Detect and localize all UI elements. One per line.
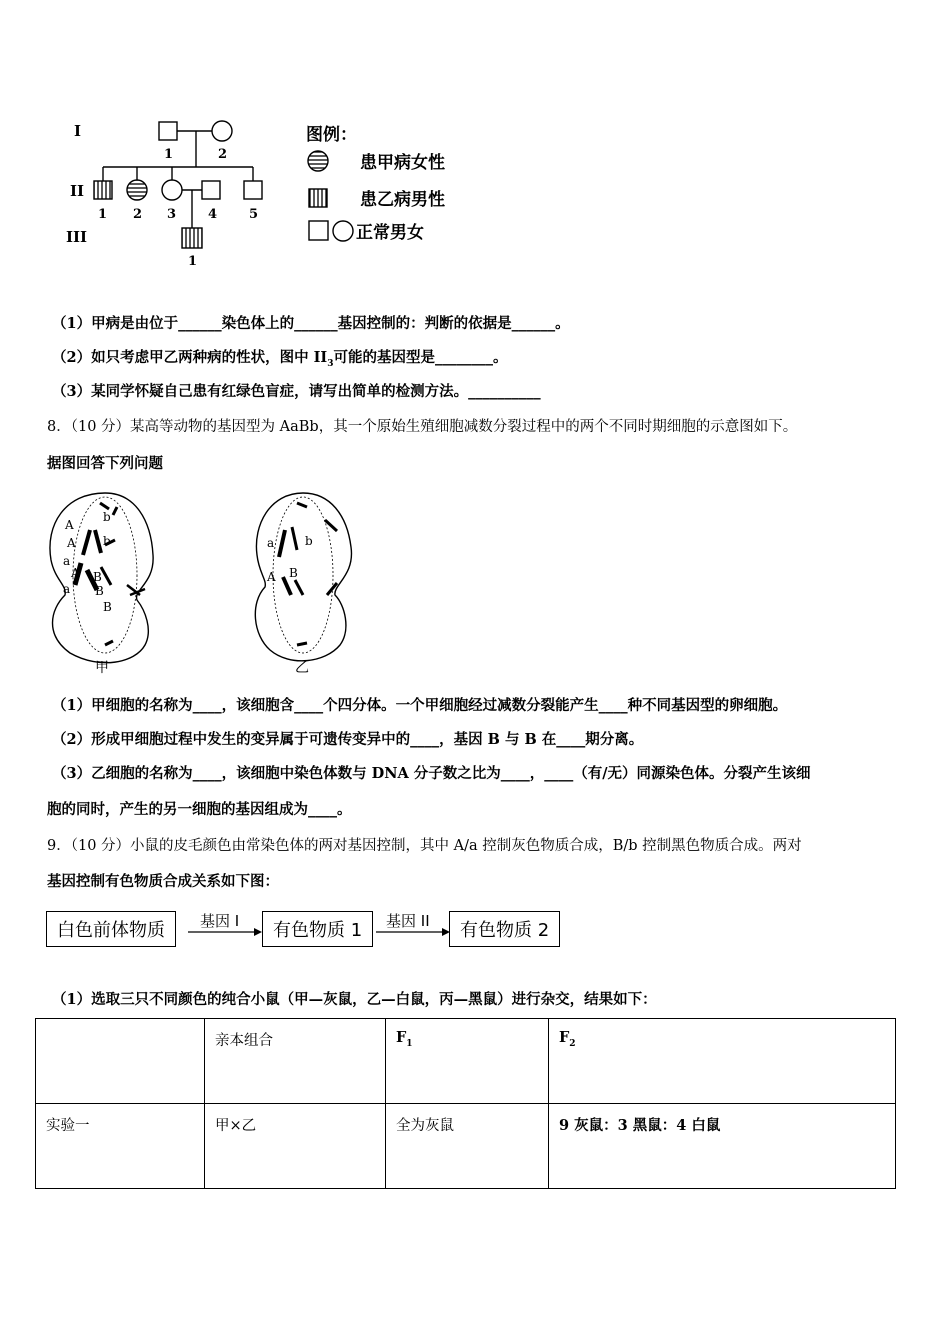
meiosis-cells-figure — [45, 485, 365, 680]
I-number-1: 1 — [164, 147, 174, 162]
II2-affected-female-A — [127, 180, 147, 200]
jia-label-b1: b — [103, 510, 111, 524]
table-header-cell: $F_1$ — [386, 1019, 549, 1104]
table-header-cell: 亲本组合 — [205, 1019, 386, 1104]
q8-intro-line2: 据图回答下列问题 — [47, 455, 163, 472]
II3-normal-female — [162, 180, 182, 200]
cell-caption-yi: 乙 — [295, 660, 309, 676]
q8-part3-line1: （3）乙细胞的名称为____，该细胞中染色体数与 DNA 分子数之比为____，____（有/无）同源染色体。分裂产生该细 — [52, 765, 811, 782]
gen-label-III: III — [66, 228, 88, 246]
jia-label-B2: B — [95, 584, 104, 598]
table-row — [36, 1104, 896, 1189]
I-number-2: 2 — [218, 147, 228, 162]
q7-part1: （1）甲病是由位于______染色体上的______基因控制的：判断的依据是______。 — [52, 315, 570, 332]
table-cell: 全为灰鼠 — [386, 1104, 549, 1189]
II-number-5: 5 — [249, 207, 259, 222]
II-number-2: 2 — [133, 207, 143, 222]
cell-caption-jia: 甲 — [95, 660, 109, 676]
jia-label-B3: B — [103, 600, 112, 614]
q9-intro-line2: 基因控制有色物质合成关系如下图： — [47, 873, 279, 890]
yi-label-B: B — [289, 566, 298, 580]
legend-hstripe-circle — [308, 151, 328, 171]
yi-label-a: a — [267, 536, 275, 550]
table-header-cell: $F_2$ — [549, 1019, 896, 1104]
flow-box-white-precursor: 白色前体物质 — [46, 911, 176, 947]
II5-normal-male — [244, 181, 262, 199]
table-header-cell — [36, 1019, 205, 1104]
q7-part2 — [52, 346, 507, 369]
q8-intro-line1: 8．（10 分）某高等动物的基因型为 AaBb，其一个原始生殖细胞减数分裂过程中的两个不同时期细胞的示意图如下。 — [47, 419, 798, 435]
jia-label-b2: b — [103, 534, 111, 548]
I1-normal-male — [159, 122, 177, 140]
legend-title: 图例： — [306, 125, 357, 145]
III-number-1: 1 — [188, 254, 198, 269]
legend-item-2: 患乙病男性 — [360, 190, 445, 210]
III1-affected-male-B — [182, 228, 202, 248]
legend-item-1: 患甲病女性 — [360, 153, 445, 173]
pedigree-chart — [60, 110, 480, 270]
jia-label-A2: A — [67, 536, 76, 550]
legend-normal-square — [309, 221, 328, 240]
q9-part1: （1）选取三只不同颜色的纯合小鼠（甲—灰鼠，乙—白鼠，丙—黑鼠）进行杂交，结果如下： — [52, 991, 657, 1008]
flow-arrow-label-gene1: 基因 I — [200, 912, 240, 930]
jia-label-B1: B — [93, 570, 102, 584]
table-cell: 9 灰鼠：3 黑鼠：4 白鼠 — [549, 1104, 896, 1189]
II-number-4: 4 — [208, 207, 218, 222]
results-table — [35, 1018, 896, 1189]
q7-part2-b: 可能的基因型是________。 — [333, 349, 508, 366]
table-cell: 甲×乙 — [205, 1104, 386, 1189]
legend-item-3: 正常男女 — [356, 223, 424, 243]
table-header-row — [36, 1019, 896, 1104]
jia-label-A3: A — [71, 566, 80, 580]
II-number-1: 1 — [98, 207, 108, 222]
yi-label-A: A — [267, 570, 276, 584]
gen-label-II: II — [70, 182, 85, 200]
q7-part2-a: （2）如只考虑甲乙两种病的性状，图中 II — [52, 349, 328, 366]
flow-arrow-1 — [188, 926, 262, 938]
legend-normal-circle — [333, 221, 353, 241]
q7-part3: （3）某同学怀疑自己患有红绿色盲症，请写出简单的检测方法。__________ — [52, 383, 541, 400]
legend-vstripe-square — [309, 189, 327, 207]
flow-arrow-label-gene2: 基因 II — [386, 912, 430, 930]
II-number-3: 3 — [167, 207, 177, 222]
q7-part2-sub: 3 — [327, 358, 334, 369]
flow-box-color1: 有色物质 1 — [262, 911, 373, 947]
q8-part1: （1）甲细胞的名称为____，该细胞含____个四分体。一个甲细胞经过减数分裂能产生____种不同基因型的卵细胞。 — [52, 697, 788, 714]
jia-label-A1: A — [65, 518, 74, 532]
yi-label-b: b — [305, 534, 313, 548]
flow-box-color2: 有色物质 2 — [449, 911, 560, 947]
II1-affected-male-B — [94, 181, 112, 199]
jia-label-a2: a — [63, 582, 71, 596]
q8-part3-line2: 胞的同时，产生的另一细胞的基因组成为____。 — [47, 801, 352, 818]
II4-normal-male — [202, 181, 220, 199]
gen-label-I: I — [74, 122, 82, 140]
q8-part2: （2）形成甲细胞过程中发生的变异属于可遗传变异中的____，基因 B 与 B 在____期分离。 — [52, 731, 644, 748]
flow-arrow-2 — [376, 926, 450, 938]
jia-label-a1: a — [63, 554, 71, 568]
table-cell: 实验一 — [36, 1104, 205, 1189]
I2-normal-female — [212, 121, 232, 141]
q9-intro-line1: 9．（10 分）小鼠的皮毛颜色由常染色体的两对基因控制，其中 A/a 控制灰色物质合成，B/b 控制黑色物质合成。两对 — [47, 838, 802, 854]
